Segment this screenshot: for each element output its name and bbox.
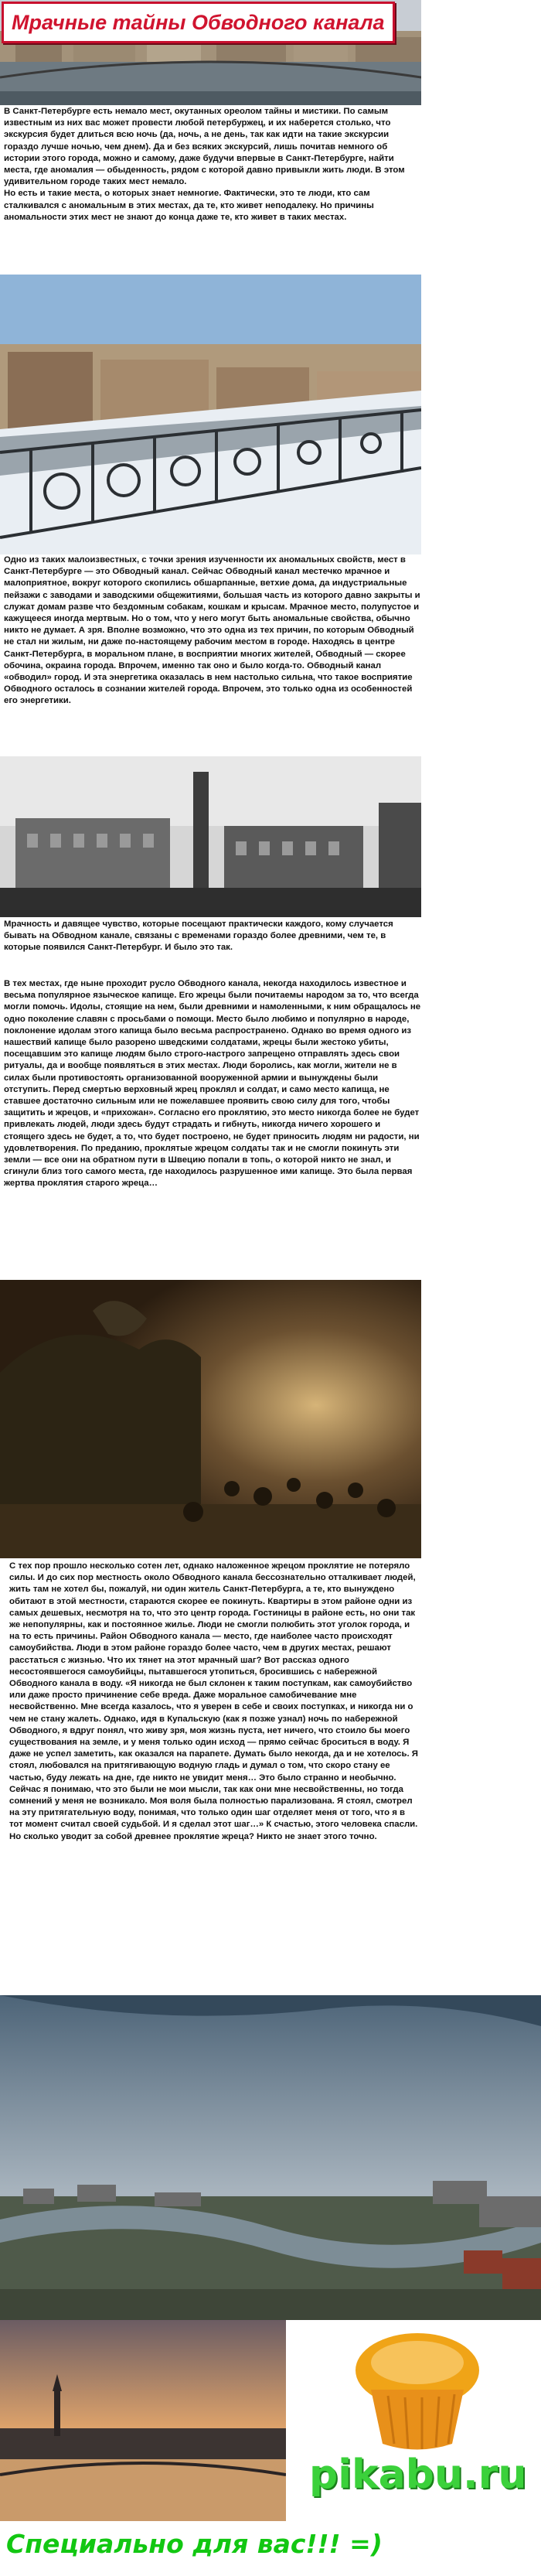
footer-special-for-you: Специально для вас!!! =): [6, 2529, 383, 2559]
article-title-banner: [2, 2, 395, 43]
paragraph-pagan-temple: В тех местах, где ныне проходит русло Обводного канала, некогда находилось известное и весьма популярное языческое капище. Его жрецы были почитаемы народом за то, что всегда могли помочь. Идолы, стоящие на нем, были древними и намоленными, к ним обращалось не одно поколение славян с просьбами о помощи. Место было любимо и популярно в народе, поклонение идолам этого капища было весьма распространено. Однако во время одного из нашествий капище было разорено шведскими солдатами, жрецы были жестоко убиты, посещавшим это капище людям было строго-настрого запрещено отправлять здесь свои ритуалы, да и вообще появляться в этих местах. Люди боролись, как могли, жители не в силах были противостоять организованной вооруженной армии и вынуждены были отступить. Перед смертью верховный жрец проклял и солдат, и само место капища, не ставшее достаточно сильным или не пожелавшее проявить свою силу для того, чтобы защитить и жрецов, и «прихожан». Согласно его проклятию, это место никогда более не будет привлекать людей, люди здесь будут страдать и гибнуть, никогда ничего хорошего и стоящего здесь не будет, а то, что будет построено, не будет приносить людям ни радости, ни удовлетворения. По преданию, проклятые жрецом солдаты так и не смогли покинуть эти земли — все они на обратном пути в Швецию попали в топь, о которой никто не знал, и сгинули близ того самого места, где находилось разрушенное ими капище. Это была первая жертва проклятия старого жреца…: [4, 979, 421, 1189]
sunset-bridge-illustration: [0, 2320, 286, 2521]
photo-old-factory-bw: [0, 756, 421, 917]
paragraph-intro: В Санкт-Петербурге есть немало мест, окутанных ореолом тайны и мистики. По самым известным из них вас может провести любой петербуржец, и их наберется столько, что экскурсия будет длиться всю ночь (да, ночь, а не день, так как идти на такие экскурсии гораздо лучше ночью, чем днем). Да и без всяких экскурсий, лишь почитав немного об истории этого города, можно и самому, даже будучи впервые в Санкт-Петербурге, найти места, где аномалия — обыденность, рядом с которой давно привыкли жить люди. В этом удивительном городе таких мест немало. Но есть и такие места, о которых знает немногие. Фактически, это те люди, кто сам сталкивался с аномальным в этих местах, да те, кто живет неподалеку. Но причины аномальности этих мест не знают до конца даже те, кто живет в таких местах.: [4, 107, 405, 222]
article-title: Мрачные тайны Обводного канала: [12, 10, 385, 34]
cupcake-image: [340, 2328, 495, 2459]
photo-snowy-embankment-railing: [0, 275, 421, 554]
battle-painting-illustration: [0, 1280, 421, 1558]
painting-battle-scene: [0, 1280, 421, 1558]
photo-aerial-city-view: [0, 1995, 541, 2320]
aerial-city-illustration: [0, 1995, 541, 2320]
paragraph-curse-today: С тех пор прошло несколько сотен лет, однако наложенное жрецом проклятие не потеряло силы. И до сих пор местность около Обводного канала бессознательно отталкивает людей, жить там не хотел бы, пожалуй, ни один житель Санкт-Петербурга, а те, кто вынуждено обитают в этой местности, стараются скорее ее покинуть. Квартиры в этом районе одни из самых дешевых, несмотря на то, что это центр города. Гостиницы в районе есть, но они так же непопулярны, как и постоянное жилье. Люди не смогли полюбить этот уголок города, и на то есть причины. Район Обводного канала — место, где наиболее часто происходят самоубийства. Люди в этом районе гораздо более часто, чем в других местах, решают расстаться с жизнью. Что их тянет на этот мрачный шаг? Вот рассказ одного несостоявшегося самоубийцы, пытавшегося утопиться, бросившись с набережной Обводного канала в воду. «Я никогда не был склонен к таким поступкам, как самоубийство или даже просто причинение себе вреда. Даже моральное самобичевание мне несвойственно. Мне всегда казалось, что я уверен в себе и своих поступках, и никогда ни о чем не стану жалеть. Однако, идя в Купальскую (как я позже узнал) ночь по набережной Обводного, я вдруг понял, что живу зря, моя жизнь пуста, нет ничего, что стоило бы моего существования на земле, и у меня только один исход — прямо сейчас броситься в воду. Я даже не успел заметить, как оказался на парапете. Думать было некогда, да и не хотелось. Я стоял, любовался на притягивающую водную гладь и думал о том, что скоро стану ее частью, буду лежать на дне, где никто не увидит меня… Это было странно и необычно. Сейчас я понимаю, что это были не мои мысли, так как они мне несвойственны, но тогда сомнений у меня не возникало. Моя воля была полностью парализована. Я стоял, смотрел на эту притягательную воду, понимая, что только один шаг отделяет меня от того, что я в тот момент считал своей судьбой. И я сделал этот шаг…» К счастью, этого человека спасли. Но сколько уводит за собой древнее проклятие жреца? Никто не знает этого точно.: [9, 1561, 418, 1841]
photo-sunset-bridge: [0, 2320, 286, 2521]
paragraph-obvodny-description: Одно из таких малоизвестных, с точки зрения изученности их аномальных свойств, мест в Санкт-Петербурге — это Обводный канал. Сейчас Обводный канал местечко мрачное и малоприятное, вокруг которого скопились обшарпанные, ветхие дома, да индустриальные пейзажи с заводами и заводскими общежитиями, большая часть из которого давно закрыты и служат домам разве что бездомным собакам, кошкам и крысам. Мрачное место, полупустое и кажущееся иногда мертвым. Но о том, что у него могут быть аномальные свойства, обычно никто не думает. А зря. Вполне возможно, что это одна из тех причин, по которым Обводный не стал ни жилым, ни даже по-настоящему рабочим местом в городе. Находясь в центре Санкт-Петербурга, в моральном плане, в восприятии многих жителей, Обводный — скорее обочина, окраина города. Впрочем, именно так оно и было когда-то. Обводный канал «обводил» город. И эта энергетика оказалась в нем настолько сильна, что такое восприятие Обводного осталось в сознании жителей города. Впрочем, это только одна из особенностей его энергетики.: [4, 555, 420, 706]
paragraph-gloom: Мрачность и давящее чувство, которые посещают практически каждого, кому случается бывать на Обводном канале, связаны с временами гораздо более древними, чем те, в которые появился Санкт-Петербург. И было это так.: [4, 920, 393, 953]
snowy-embankment-illustration: [0, 275, 421, 554]
pikabu-watermark-logo: pikabu.ru: [309, 2451, 527, 2498]
cupcake-icon: [340, 2328, 495, 2459]
old-factory-illustration: [0, 756, 421, 917]
